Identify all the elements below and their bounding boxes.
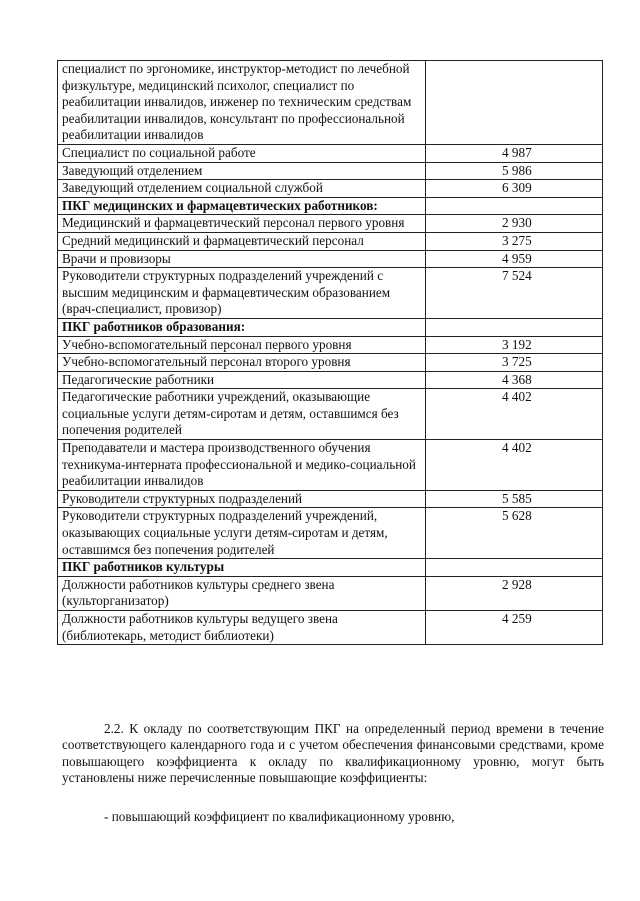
salary-value: 4 402 (426, 389, 603, 440)
table-row (58, 440, 603, 491)
salary-value: 4 402 (426, 440, 603, 491)
table-row (58, 336, 603, 354)
table-row (58, 61, 603, 145)
table-row (58, 250, 603, 268)
position-name: Учебно-вспомогательный персонал первого уровня (58, 336, 426, 354)
position-name: Должности работников культуры ведущего звена (библиотекарь, методист библиотеки) (58, 611, 426, 645)
paragraph-2-2: 2.2. К окладу по соответствующим ПКГ на определенный период времени в течение соответствующего календарного года и с учетом обеспечения финансовыми средствами, кроме повышающего коэффициента к окладу по квалификационному уровню, могут быть установлены ниже перечисленные повышающие коэффициенты: (62, 721, 604, 786)
salary-value (426, 61, 603, 145)
position-name: Преподаватели и мастера производственного обучения техникума-интерната профессиональной и медико-социальной реабилитации инвалидов (58, 440, 426, 491)
position-name: Медицинский и фармацевтический персонал первого уровня (58, 215, 426, 233)
salary-value: 5 986 (426, 162, 603, 180)
salary-value: 2 928 (426, 576, 603, 610)
table-section-heading (58, 197, 603, 215)
position-name: Заведующий отделением (58, 162, 426, 180)
salary-table (57, 60, 603, 645)
salary-value (426, 559, 603, 577)
salary-value: 6 309 (426, 180, 603, 198)
position-name: Средний медицинский и фармацевтический персонал (58, 232, 426, 250)
position-name: Заведующий отделением социальной службой (58, 180, 426, 198)
salary-table-body (58, 61, 603, 645)
salary-value: 5 628 (426, 508, 603, 559)
salary-value: 3 192 (426, 336, 603, 354)
salary-value (426, 197, 603, 215)
table-row (58, 611, 603, 645)
position-name: Педагогические работники (58, 371, 426, 389)
position-name: Врачи и провизоры (58, 250, 426, 268)
salary-value: 3 275 (426, 232, 603, 250)
table-row (58, 508, 603, 559)
position-name: Должности работников культуры среднего звена (культорганизатор) (58, 576, 426, 610)
table-row (58, 354, 603, 372)
salary-value: 4 368 (426, 371, 603, 389)
salary-value: 4 259 (426, 611, 603, 645)
table-row (58, 490, 603, 508)
position-name: Руководители структурных подразделений учреждений, оказывающих социальные услуги детям-сиротам и детям, оставшимся без попечения родителей (58, 508, 426, 559)
table-row (58, 268, 603, 319)
table-row (58, 144, 603, 162)
section-title: ПКГ работников культуры (58, 559, 426, 577)
position-name: Педагогические работники учреждений, оказывающие социальные услуги детям-сиротам и детям, оставшимся без попечения родителей (58, 389, 426, 440)
position-name: специалист по эргономике, инструктор-методист по лечебной физкультуре, медицинский психолог, специалист по реабилитации инвалидов, инженер по техническим средствам реабилитации инвалидов, консультант по профессиональной реабилитации инвалидов (58, 61, 426, 145)
salary-value: 2 930 (426, 215, 603, 233)
salary-value: 7 524 (426, 268, 603, 319)
table-row (58, 371, 603, 389)
salary-value: 4 959 (426, 250, 603, 268)
table-section-heading (58, 318, 603, 336)
paragraph-bullet: - повышающий коэффициент по квалификационному уровню, (104, 809, 455, 824)
position-name: Руководители структурных подразделений учреждений с высшим медицинским и фармацевтическим образованием (врач-специалист, провизор) (58, 268, 426, 319)
section-title: ПКГ работников образования: (58, 318, 426, 336)
salary-value: 5 585 (426, 490, 603, 508)
table-row (58, 576, 603, 610)
table-row (58, 180, 603, 198)
table-row (58, 162, 603, 180)
position-name: Учебно-вспомогательный персонал второго уровня (58, 354, 426, 372)
table-section-heading (58, 559, 603, 577)
position-name: Руководители структурных подразделений (58, 490, 426, 508)
position-name: Специалист по социальной работе (58, 144, 426, 162)
table-row (58, 232, 603, 250)
salary-value: 3 725 (426, 354, 603, 372)
salary-value (426, 318, 603, 336)
salary-value: 4 987 (426, 144, 603, 162)
table-row (58, 389, 603, 440)
table-row (58, 215, 603, 233)
section-title: ПКГ медицинских и фармацевтических работников: (58, 197, 426, 215)
